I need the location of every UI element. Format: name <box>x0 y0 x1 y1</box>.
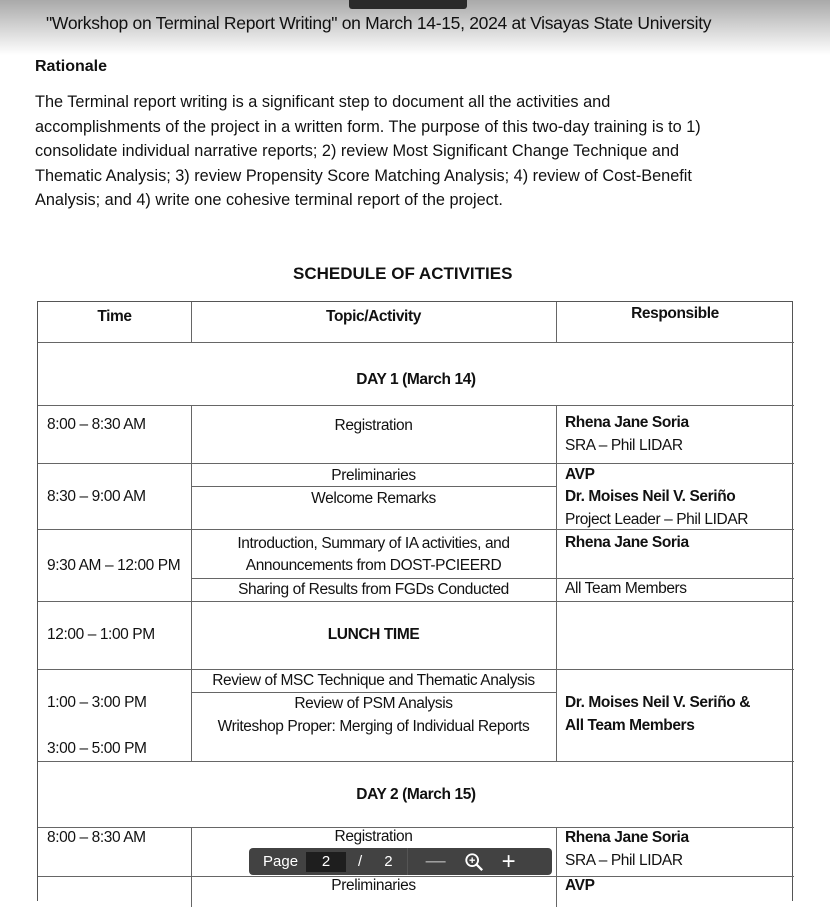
table-rule <box>38 761 794 762</box>
topic-cell: Registration <box>334 417 413 434</box>
table-rule <box>38 827 794 828</box>
responsible-cell: All Team Members <box>565 717 695 734</box>
schedule-title: SCHEDULE OF ACTIVITIES <box>293 264 513 283</box>
responsible-cell: Project Leader – Phil LIDAR <box>565 511 749 528</box>
table-rule <box>38 405 794 406</box>
topic-cell: Writeshop Proper: Merging of Individual Reports <box>217 718 530 735</box>
col-header-responsible: Responsible <box>631 305 719 322</box>
time-cell: 9:30 AM – 12:00 PM <box>47 557 181 574</box>
zoom-in-button[interactable]: + <box>501 848 516 875</box>
topic-cell: Welcome Remarks <box>311 490 436 507</box>
page-separator: / <box>358 853 363 870</box>
responsible-cell: AVP <box>565 877 595 894</box>
responsible-cell: AVP <box>565 466 595 483</box>
document-header: "Workshop on Terminal Report Writing" on March 14-15, 2024 at Visayas State University <box>46 13 712 33</box>
top-handle[interactable] <box>349 0 467 9</box>
divider <box>407 848 408 875</box>
responsible-cell: Dr. Moises Neil V. Seriño <box>565 488 736 505</box>
table-rule <box>38 669 794 670</box>
table-rule <box>38 529 794 530</box>
responsible-cell: SRA – Phil LIDAR <box>565 437 683 454</box>
responsible-cell: Dr. Moises Neil V. Seriño & <box>565 694 751 711</box>
topic-cell: Registration <box>334 828 413 845</box>
schedule-table <box>37 301 793 901</box>
table-rule <box>191 486 556 487</box>
time-cell: 3:00 – 5:00 PM <box>47 740 147 757</box>
page-label: Page <box>263 853 299 870</box>
total-pages: 2 <box>384 853 393 870</box>
zoom-out-button[interactable]: — <box>425 850 446 872</box>
topic-cell: Sharing of Results from FGDs Conducted <box>238 581 509 598</box>
para-line: consolidate individual narrative reports; 2) review Most Significant Change Technique and <box>35 142 680 160</box>
para-line: The Terminal report writing is a significant step to document all the activities and <box>35 93 611 111</box>
topic-cell: Introduction, Summary of IA activities, and <box>237 535 510 552</box>
day1-heading: DAY 1 (March 14) <box>356 371 476 388</box>
pdf-toolbar <box>249 848 552 875</box>
day2-heading: DAY 2 (March 15) <box>356 786 476 803</box>
time-cell: 8:00 – 8:30 AM <box>47 416 146 433</box>
para-line: Analysis; and 4) write one cohesive terminal report of the project. <box>35 191 503 209</box>
table-rule <box>191 692 556 693</box>
responsible-cell: Rhena Jane Soria <box>565 829 689 846</box>
zoom-icon[interactable] <box>464 852 484 872</box>
table-rule <box>38 876 794 877</box>
time-cell: 8:30 – 9:00 AM <box>47 488 146 505</box>
table-rule <box>556 405 557 761</box>
col-header-topic: Topic/Activity <box>326 308 421 325</box>
table-rule <box>38 342 794 343</box>
topic-cell: Preliminaries <box>331 877 416 894</box>
topic-cell: Review of PSM Analysis <box>294 695 453 712</box>
table-rule <box>38 463 794 464</box>
topic-cell: Announcements from DOST-PCIEERD <box>245 557 502 574</box>
topic-cell: LUNCH TIME <box>327 626 420 643</box>
topic-cell: Review of MSC Technique and Thematic Analysis <box>212 672 535 689</box>
responsible-cell: Rhena Jane Soria <box>565 534 689 551</box>
responsible-cell: SRA – Phil LIDAR <box>565 852 683 869</box>
topic-cell: Preliminaries <box>331 467 416 484</box>
responsible-cell: All Team Members <box>565 580 687 597</box>
table-rule <box>38 601 794 602</box>
time-cell: 8:00 – 8:30 AM <box>47 829 146 846</box>
rationale-paragraph <box>35 90 795 213</box>
responsible-cell: Rhena Jane Soria <box>565 414 689 431</box>
page-number-input[interactable]: 2 <box>306 852 346 872</box>
col-header-time: Time <box>97 308 132 325</box>
para-line: accomplishments of the project in a written form. The purpose of this two-day training is to 1) <box>35 117 701 136</box>
table-rule <box>556 827 557 907</box>
para-line: Thematic Analysis; 3) review Propensity Score Matching Analysis; 4) review of Cost-Benefit <box>35 166 692 185</box>
time-cell: 1:00 – 3:00 PM <box>47 694 147 711</box>
table-rule <box>191 578 794 579</box>
time-cell: 12:00 – 1:00 PM <box>47 626 155 643</box>
rationale-heading: Rationale <box>35 58 108 75</box>
